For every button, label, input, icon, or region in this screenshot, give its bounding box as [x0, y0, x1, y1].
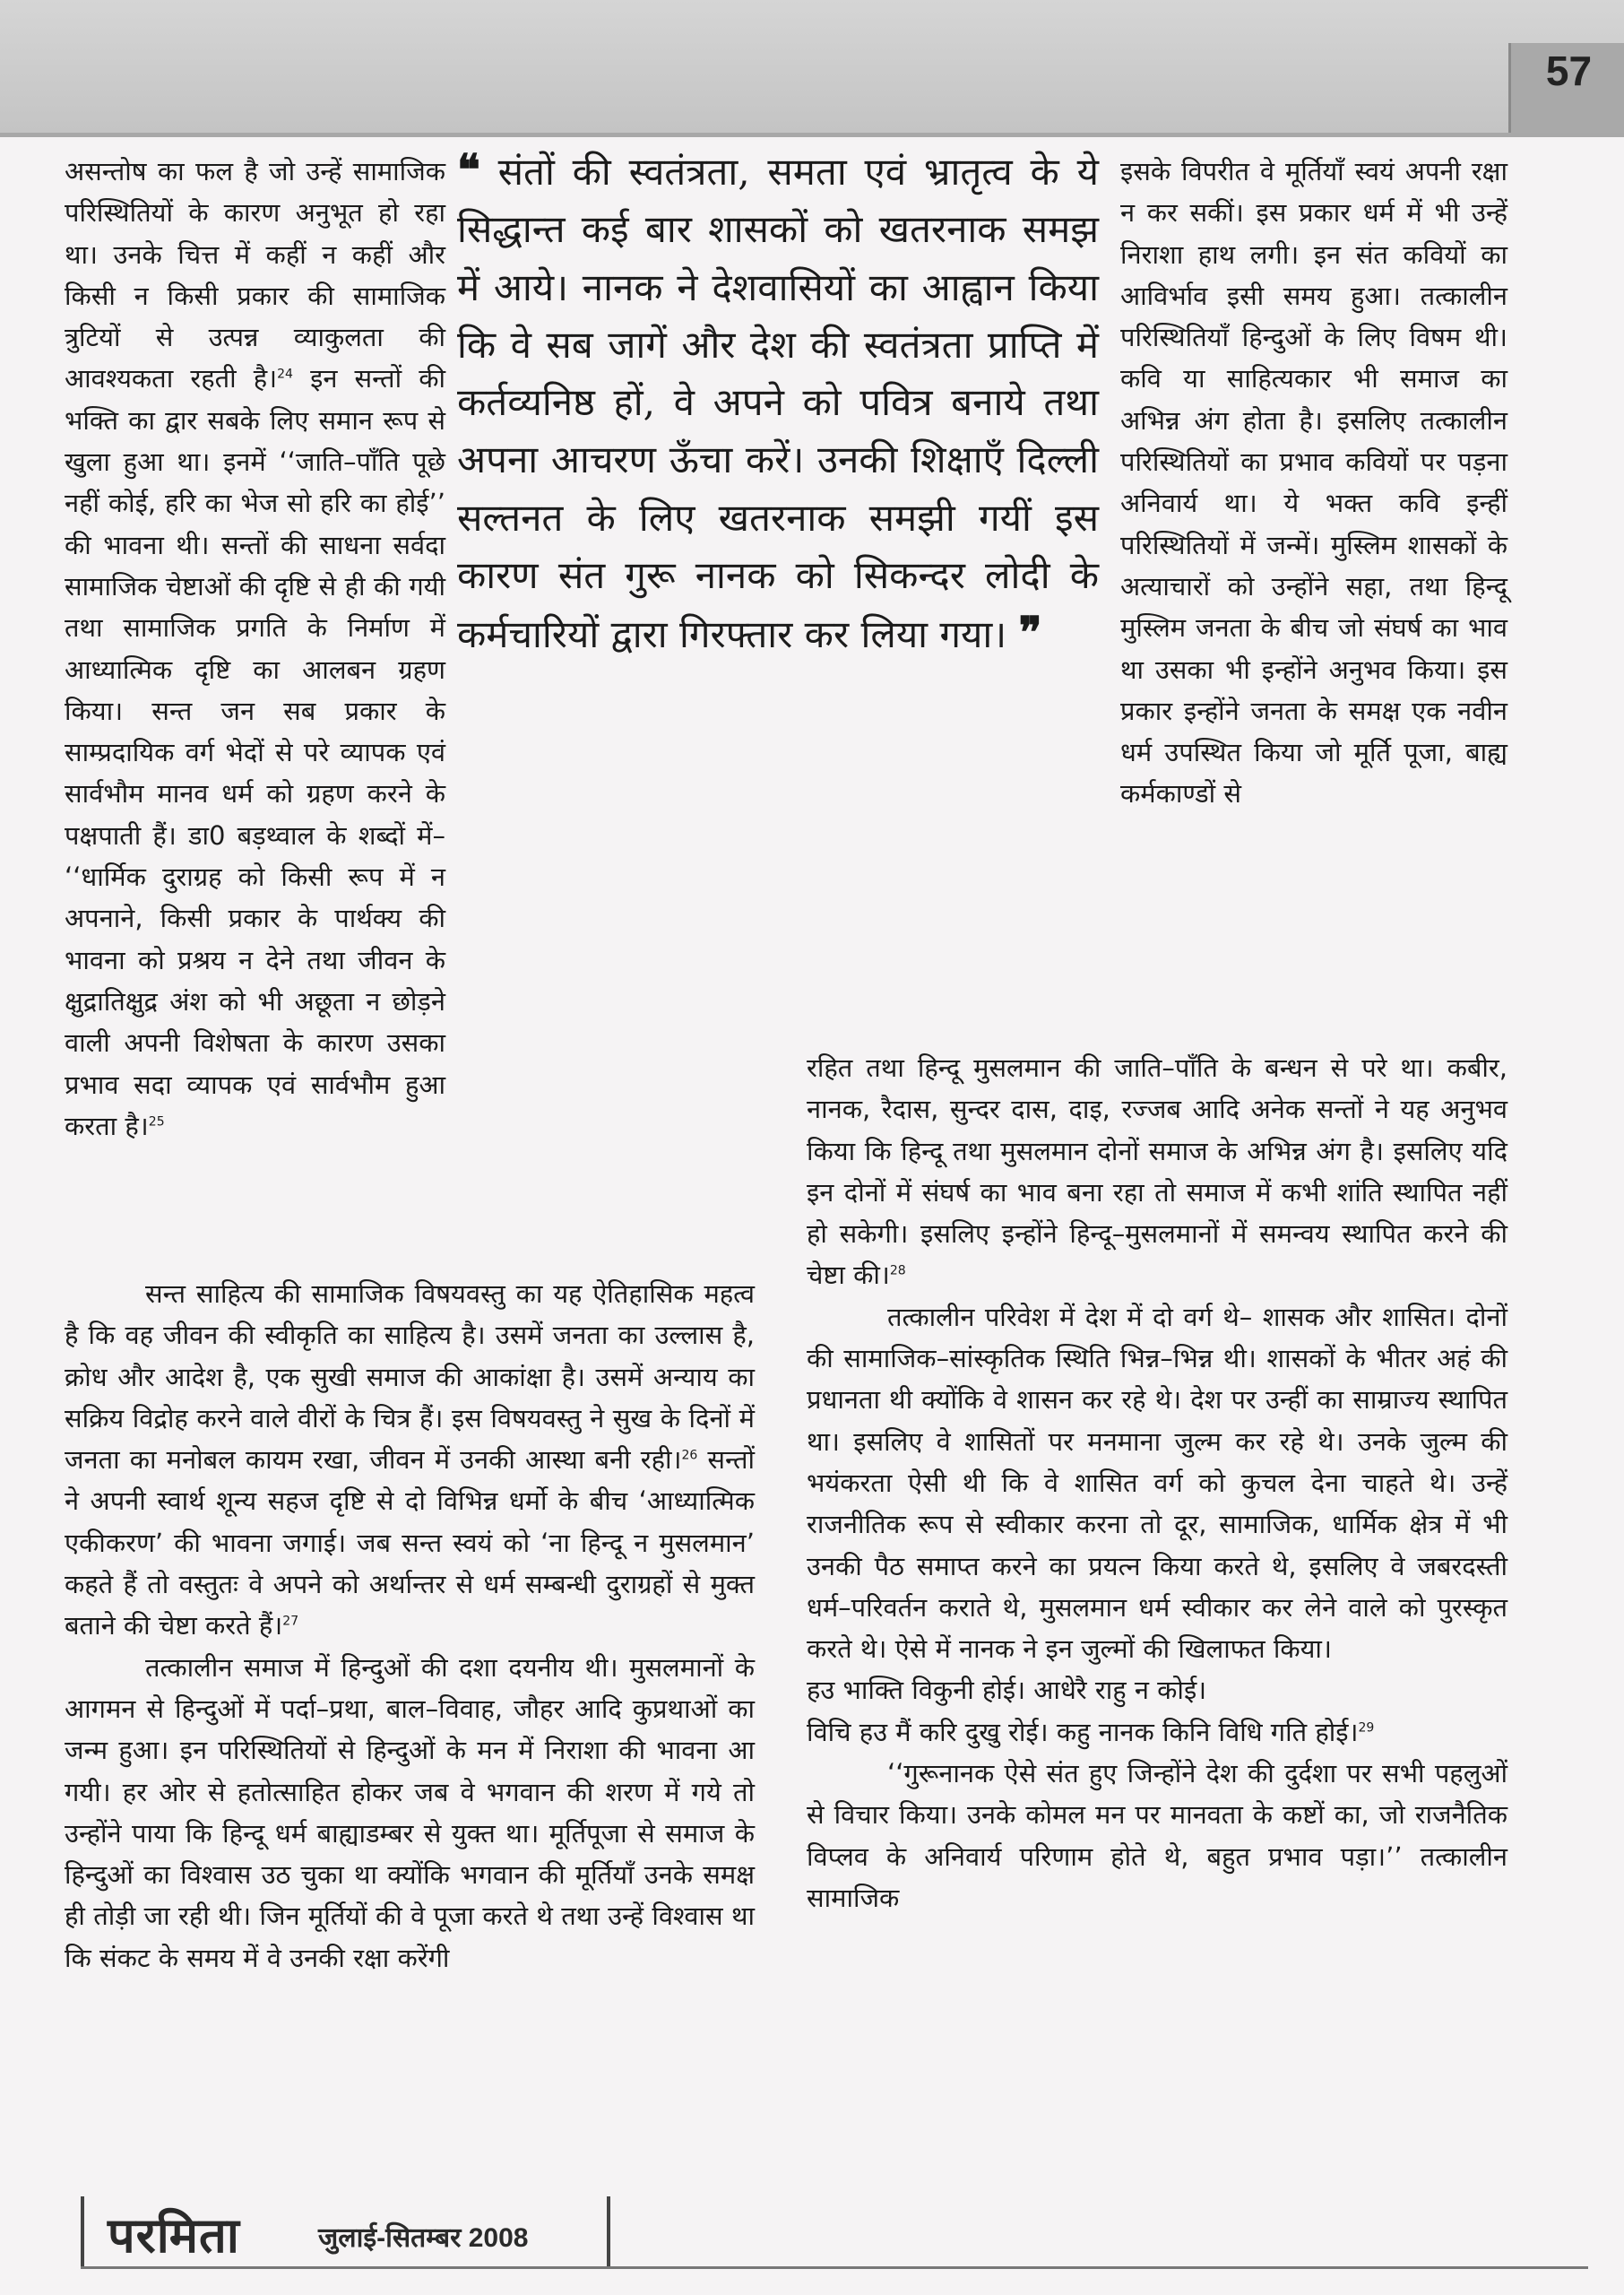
- quote-open-mark: ❝: [457, 145, 480, 195]
- paragraph: सन्त साहित्य की सामाजिक विषयवस्तु का यह ऐतिहासिक महत्व है कि वह जीवन की स्वीकृति का साहित्य है। उसमें जनता का उल्लास है, क्रोध और आदेश है, एक सुखी समाज की आकांक्षा है। उसमें अन्याय का सक्रिय विद्रोह करने वाले वीरों के चित्र हैं। इस विषयवस्तु ने सुख के दिनों में जनता का मनोबल कायम रखा, जीवन में उनकी आस्था बनी रही।$^{26}$ सन्तों ने अपनी स्वार्थ शून्य सहज दृष्टि से दो विभिन्न धर्मो के बीच ‘आध्यात्मिक एकीकरण’ की भावना जगाई। जब सन्त स्वयं को ‘ना हिन्दू न मुसलमान’ कहते हैं तो वस्तुतः वे अपने को अर्थान्तर से धर्म सम्बन्धी दुराग्रहों से मुक्त बताने की चेष्टा करते हैं।$^{27}$: [65, 1278, 756, 1641]
- paragraph: तत्कालीन परिवेश में देश में दो वर्ग थे– शासक और शासित। दोनों की सामाजिक–सांस्कृतिक स्थिति भिन्न–भिन्न थी। शासकों के भीतर अहं की प्रधानता थी क्योंकि वे शासन कर रहे थे। देश पर उन्हीं का साम्राज्य स्थापित था। इसलिए वे शासितों पर मनमाना जुल्म कर रहे थे। उनके जुल्म की भयंकरता ऐसी थी कि वे शासित वर्ग को कुचल देना चाहते थे। उन्हें राजनीतिक रूप से स्वीकार करना तो दूर, सामाजिक, धार्मिक क्षेत्र में भी उनकी पैठ समाप्त करने का प्रयत्न किया करते थे, इसलिए वे जबरदस्ती धर्म–परिवर्तन कराते थे, मुसलमान धर्म स्वीकार कर लेने वाले को पुरस्कृत करते थे। ऐसे में नानक ने इन जुल्मों की खिलाफत किया।: [807, 1301, 1507, 1665]
- verse-line: हउ भाक्ति विकुनी होई। आधेरै राहु न कोई।: [807, 1675, 1207, 1706]
- column-right: [1120, 151, 1507, 815]
- footnote-ref: 27: [282, 1614, 299, 1629]
- footer: [54, 2196, 1588, 2268]
- footnote-ref: 24: [277, 367, 293, 382]
- pull-quote: [457, 142, 1099, 664]
- paragraph: रहित तथा हिन्दू मुसलमान की जाति–पाँति के बन्धन से परे था। कबीर, नानक, रैदास, सुन्दर दास, दाइ, रज्जब आदि अनेक सन्तों ने यह अनुभव किया कि हिन्दू तथा मुसलमान दोनों समाज के अभिन्न अंग है। इसलिए यदि इन दोनों में संघर्ष का भाव बना रहा तो समाज में कभी शांति स्थापित नहीं हो सकेगी। इसलिए इन्होंने हिन्दू–मुसलमानों में समन्वय स्थापित करने की चेष्टा की।$^{28}$: [807, 1052, 1507, 1291]
- footnote-ref: 26: [681, 1448, 698, 1463]
- footer-rule: [81, 2266, 1588, 2269]
- pull-quote-text: संतों की स्वतंत्रता, समता एवं भ्रातृत्व के ये सिद्धान्त कई बार शासकों को खतरनाक समझ में आये। नानक ने देशवासियों का आह्वान किया कि वे सब जागें और देश की स्वतंत्रता प्राप्ति में कर्तव्यनिष्ठ हों, वे अपने को पवित्र बनाये तथा अपना आचरण ऊँचा करें। उनकी शिक्षाएँ दिल्ली सल्तनत के लिए खतरनाक समझी गयीं इस कारण संत गुरू नानक को सिकन्दर लोदी के कर्मचारियों द्वारा गिरफ्तार कर लिया गया।: [457, 150, 1099, 657]
- footnote-ref: 25: [148, 1114, 165, 1130]
- footnote-ref: 28: [889, 1263, 906, 1278]
- paragraph: इसके विपरीत वे मूर्तियाँ स्वयं अपनी रक्षा न कर सकीं। इस प्रकार धर्म में भी उन्हें निराशा हाथ लगी। इन संत कवियों का आविर्भाव इसी समय हुआ। तत्कालीन परिस्थितियाँ हिन्दुओं के लिए विषम थी। कवि या साहित्यकार भी समाज का अभिन्न अंग होता है। इसलिए तत्कालीन परिस्थितियों का प्रभाव कवियों पर पड़ना अनिवार्य था। ये भक्त कवि इन्हीं परिस्थितियों में जन्में। मुस्लिम शासकों के अत्याचारों को उन्होंने सहा, तथा हिन्दू मुस्लिम जनता के बीच जो संघर्ष का भाव था उसका भी इन्होंने अनुभव किया। इस प्रकार इन्होंने जनता के समक्ष एक नवीन धर्म उपस्थित किया जो मूर्ति पूजा, बाह्य कर्मकाण्डों से: [1120, 156, 1507, 810]
- footer-rule: [81, 2196, 84, 2268]
- paragraph: असन्तोष का फल है जो उन्हें सामाजिक परिस्थितियों के कारण अनुभूत हो रहा था। उनके चित्त में कहीं न कहीं और किसी न किसी प्रकार की सामाजिक त्रुटियों से उत्पन्न व्याकुलता की आवश्यकता रहती है।$^{24}$ इन सन्तों की भक्ति का द्वार सबके लिए समान रूप से खुला हुआ था। इनमें ‘‘जाति–पाँति पूछे नहीं कोई, हरि का भेज सो हरि का होई’’ की भावना थी। सन्तों की साधना सर्वदा सामाजिक चेष्टाओं की दृष्टि से ही की गयी तथा सामाजिक प्रगति के निर्माण में आध्यात्मिक दृष्टि का आलबन ग्रहण किया। सन्त जन सब प्रकार के साम्प्रदायिक वर्ग भेदों से परे व्यापक एवं सार्वभौम मानव धर्म को ग्रहण करने के पक्षपाती हैं। डा0 बड़थ्वाल के शब्दों में– ‘‘धार्मिक दुराग्रह को किसी रूप में न अपनाने, किसी प्रकार के पार्थक्य की भावना को प्रश्रय न देने तथा जीवन के क्षुद्रातिक्षुद्र अंश को भी अछूता न छोड़ने वाली अपनी विशेषता के कारण उसका प्रभाव सदा व्यापक एवं सार्वभौम हुआ करता है।$^{25}$: [65, 156, 445, 1141]
- verse-line: विचि हउ मैं करि दुखु रोई। कहु नानक किनि विधि गति होई।$^{29}$: [807, 1716, 1375, 1747]
- header-band: [0, 0, 1624, 137]
- footer-rule: [607, 2196, 610, 2268]
- paragraph: तत्कालीन समाज में हिन्दुओं की दशा दयनीय थी। मुसलमानों के आगमन से हिन्दुओं में पर्दा–प्रथा, बाल–विवाह, जौहर आदि कुप्रथाओं का जन्म हुआ। इन परिस्थितियों से हिन्दुओं के मन में निराशा की भावना आ गयी। हर ओर से हतोत्साहित होकर जब वे भगवान की शरण में गये तो उन्होंने पाया कि हिन्दू धर्म बाह्याडम्बर से युक्त था। मूर्तिपूजा से समाज के हिन्दुओं का विश्वास उठ चुका था क्योंकि भगवान की मूर्तियाँ उनके समक्ष ही तोड़ी जा रही थी। जिन मूर्तियों की वे पूजा करते थे तथा उन्हें विश्वास था कि संकट के समय में वे उनकी रक्षा करेंगी: [65, 1651, 755, 1973]
- footnote-ref: 29: [1358, 1720, 1375, 1736]
- column-right-wide: [807, 1047, 1507, 1918]
- column-left: [65, 151, 445, 1147]
- quote-close-mark: ❞: [1018, 608, 1042, 659]
- issue-date: जुलाई-सितम्बर 2008: [318, 2223, 529, 2253]
- page-number: 57: [1508, 43, 1624, 133]
- column-left-wide: [65, 1273, 755, 1979]
- paragraph: ‘‘गुरूनानक ऐसे संत हुए जिन्होंने देश की दुर्दशा पर सभी पहलुओं से विचार किया। उनके कोमल मन पर मानवता के कष्टों का, जो राजनैतिक विप्लव के अनिवार्य परिणाम होते थे, बहुत प्रभाव पड़ा।’’ तत्कालीन सामाजिक: [807, 1758, 1507, 1913]
- magazine-logo: परमिता: [108, 2206, 240, 2264]
